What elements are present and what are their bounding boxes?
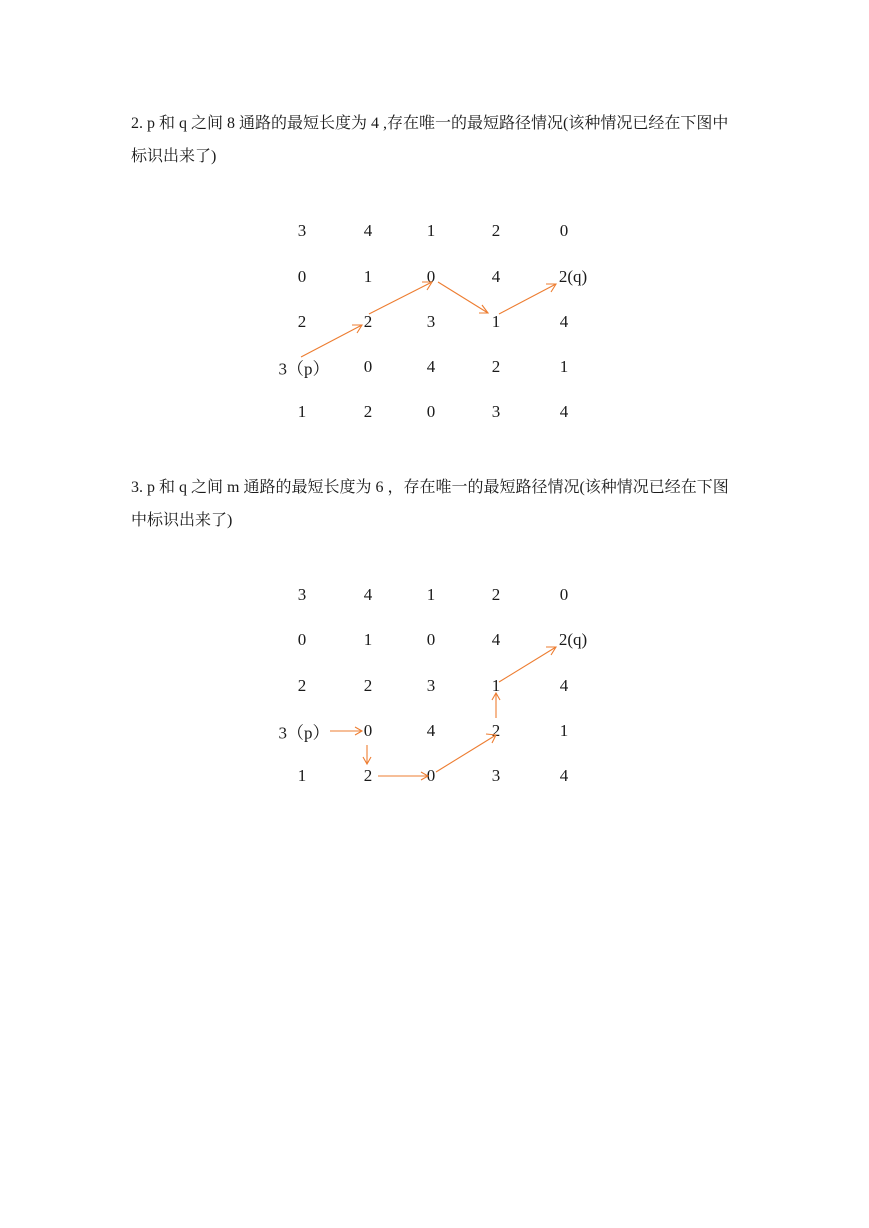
grid-cell: 4 — [491, 267, 501, 286]
grid-cell: 0 — [297, 630, 307, 649]
section-2-text: 2. p 和 q 之间 8 通路的最短长度为 4 ,存在唯一的最短路径情况(该种情况已经在下图中标识出来了) — [131, 115, 729, 165]
grid-cell: 2(q) — [558, 267, 588, 286]
grid-cell: 4 — [559, 402, 569, 421]
grid-cell: 1 — [426, 585, 436, 604]
grid-cell: 2 — [491, 221, 501, 240]
grid-cell: 0 — [426, 630, 436, 649]
grid-cell: 3 — [426, 676, 436, 695]
grid-cell: 1 — [491, 676, 501, 695]
grid-cell: 3 — [297, 585, 307, 604]
grid-cell: 1 — [363, 267, 373, 286]
grid-cell: 3 — [426, 312, 436, 331]
grid-cell: 0 — [363, 721, 373, 740]
grid-cell: 4 — [559, 312, 569, 331]
grid-cell: 1 — [491, 312, 501, 331]
grid-cell: 0 — [426, 766, 436, 785]
grid-cell: 3 — [491, 766, 501, 785]
grid-cell: 0 — [297, 267, 307, 286]
grid-cell: 2 — [491, 357, 501, 376]
grid-cell: 0 — [559, 585, 569, 604]
grid-cell: 0 — [363, 357, 373, 376]
grid-cell: 2 — [363, 676, 373, 695]
grid-cell: 4 — [426, 357, 436, 376]
grid-cell: 0 — [559, 221, 569, 240]
grid-cell: 2(q) — [558, 630, 588, 649]
grid-cell: 2 — [491, 721, 501, 740]
grid-cell: 4 — [559, 766, 569, 785]
grid-cell: 3（p） — [278, 723, 330, 743]
grid-cell: 4 — [363, 585, 373, 604]
grid-cell: 2 — [491, 585, 501, 604]
grid-cell: 3（p） — [278, 359, 330, 379]
grid-cell: 1 — [426, 221, 436, 240]
grid-cell: 1 — [297, 766, 307, 785]
grid-cell: 4 — [426, 721, 436, 740]
grid-cell: 4 — [363, 221, 373, 240]
grid-cell: 4 — [491, 630, 501, 649]
grid-cell: 0 — [426, 402, 436, 421]
grid-cell: 0 — [426, 267, 436, 286]
grid-cell: 3 — [297, 221, 307, 240]
grid-cell: 1 — [363, 630, 373, 649]
grid-cell: 1 — [297, 402, 307, 421]
grid-cell: 2 — [363, 402, 373, 421]
grid-cell: 1 — [559, 721, 569, 740]
grid-cell: 2 — [363, 766, 373, 785]
grid-cell: 2 — [297, 676, 307, 695]
grid-cell: 1 — [559, 357, 569, 376]
grid-cell: 2 — [363, 312, 373, 331]
grid-cell: 3 — [491, 402, 501, 421]
grid-cell: 4 — [559, 676, 569, 695]
grid-cell: 2 — [297, 312, 307, 331]
section-3-text: 3. p 和 q 之间 m 通路的最短长度为 6 ，存在唯一的最短路径情况(该种情况已经在下图中标识出来了) — [131, 479, 729, 529]
